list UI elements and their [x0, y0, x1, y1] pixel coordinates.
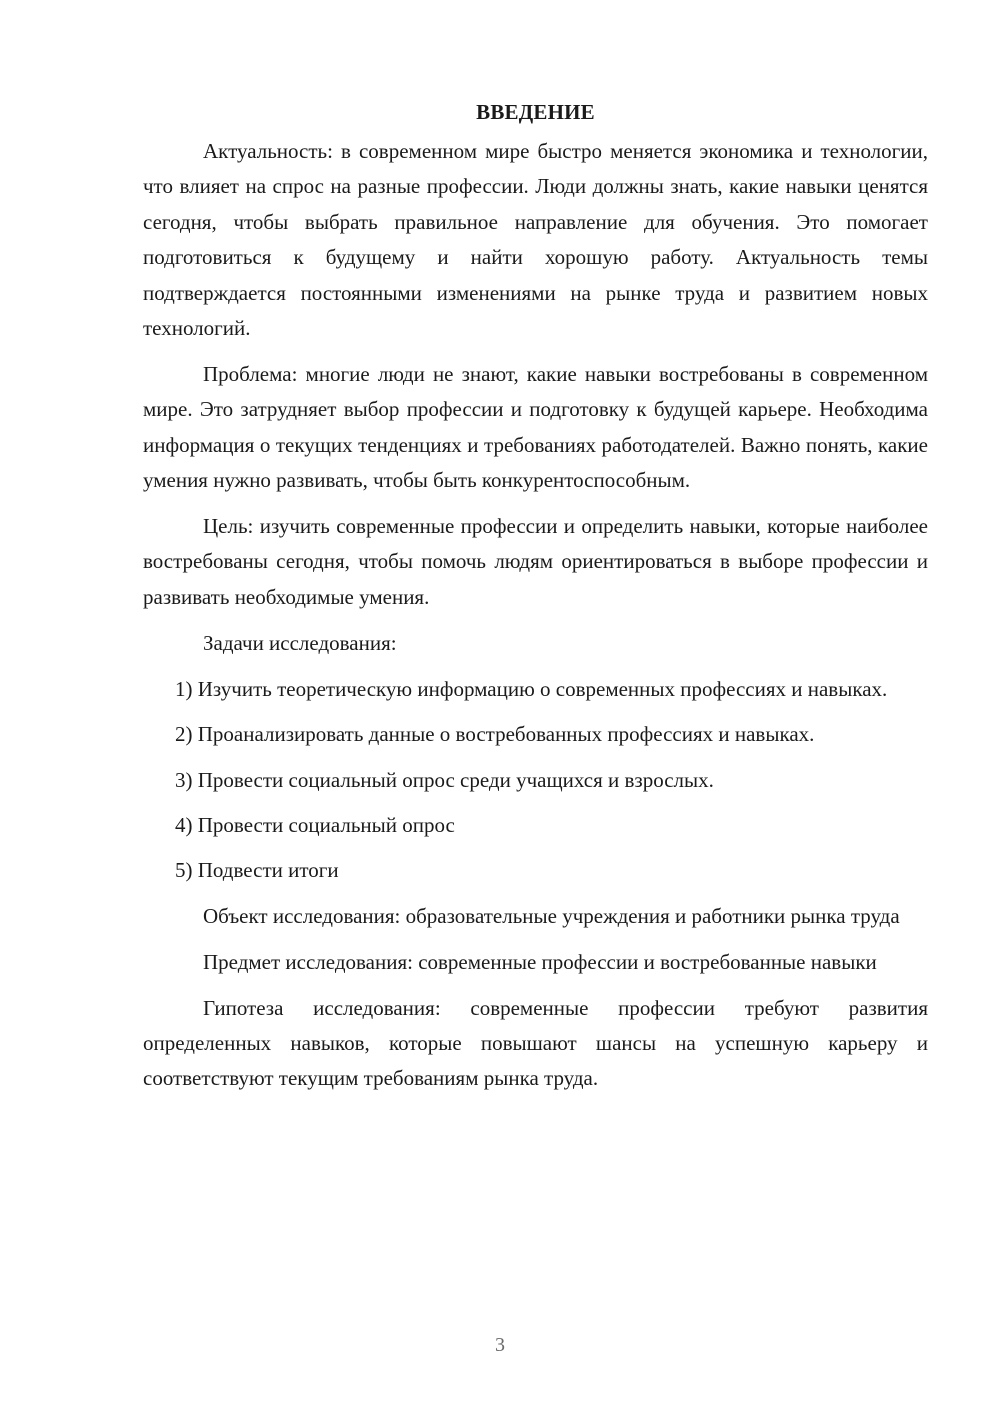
tasks-heading: Задачи исследования:: [203, 630, 397, 655]
goal-paragraph: Цель: изучить современные профессии и определить навыки, которые наиболее востребованы сегодня, чтобы помочь людям ориентироваться в выборе профессии и развивать необходимые умения.: [143, 514, 928, 609]
relevance-paragraph: Актуальность: в современном мире быстро меняется экономика и технологии, что влияет на спрос на разные профессии. Люди должны знать, какие навыки ценятся сегодня, чтобы выбрать правильное направление для обучения. Это помогает подготовиться к будущему и найти хорошую работу. Актуальность темы подтверждается постоянными изменениями на рынке труда и развитием новых технологий.: [143, 139, 928, 341]
document-body: [143, 94, 928, 1107]
task-item-3: 3) Провести социальный опрос среди учащихся и взрослых.: [175, 767, 714, 792]
task-item-5: 5) Подвести итоги: [175, 858, 339, 883]
hypothesis-paragraph: Гипотеза исследования: современные профессии требуют развития определенных навыков, которые повышают шансы на успешную карьеру и соответствуют текущим требованиям рынка труда.: [143, 995, 928, 1091]
task-item-4: 4) Провести социальный опрос: [175, 812, 455, 837]
problem-paragraph: Проблема: многие люди не знают, какие навыки востребованы в современном мире. Это затрудняет выбор профессии и подготовку к будущей карьере. Необходима информация о текущих тенденциях и требованиях работодателей. Важно понять, какие умения нужно развивать, чтобы быть конкурентоспособным.: [143, 361, 928, 493]
object-paragraph: Объект исследования: образовательные учреждения и работники рынка труда: [203, 903, 900, 928]
task-item-1: 1) Изучить теоретическую информацию о современных профессиях и навыках.: [175, 676, 888, 701]
page-title: ВВЕДЕНИЕ: [476, 100, 595, 124]
task-item-2: 2) Проанализировать данные о востребованных профессиях и навыках.: [175, 722, 815, 747]
subject-paragraph: Предмет исследования: современные профессии и востребованные навыки: [203, 949, 877, 974]
page-number: 3: [495, 1334, 505, 1356]
